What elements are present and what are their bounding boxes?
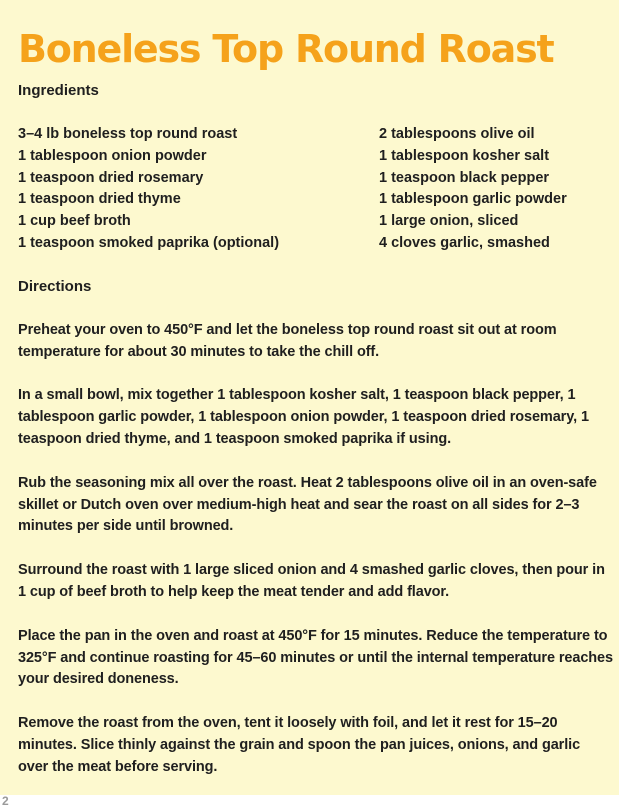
direction-step: Place the pan in the oven and roast at 450°F for 15 minutes. Reduce the temperature to 325°F and continue roasting for 45–60 minutes or until the internal temperature reaches your desired doneness. bbox=[18, 627, 613, 688]
recipe-title: Boneless Top Round Roast bbox=[18, 27, 554, 71]
direction-step: Surround the roast with 1 large sliced onion and 4 smashed garlic cloves, then pour in 1 cup of beef broth to help keep the meat tender and add flavor. bbox=[18, 562, 605, 600]
ingredient-item: 1 tablespoon onion powder bbox=[18, 147, 207, 164]
ingredient-item: 1 teaspoon dried thyme bbox=[18, 191, 181, 208]
direction-step: Remove the roast from the oven, tent it loosely with foil, and let it rest for 15–20 minutes. Slice thinly against the grain and spoon the pan juices, onions, and garlic over the meat before serving. bbox=[18, 715, 581, 775]
ingredient-item: 1 cup beef broth bbox=[18, 213, 131, 230]
ingredient-item: 4 cloves garlic, smashed bbox=[379, 234, 550, 251]
ingredients-column-right bbox=[379, 124, 567, 255]
ingredient-item: 1 teaspoon smoked paprika (optional) bbox=[18, 234, 280, 251]
directions-heading: Directions bbox=[18, 277, 92, 295]
ingredient-item: 3–4 lb boneless top round roast bbox=[18, 126, 238, 142]
ingredients-list bbox=[18, 124, 619, 255]
direction-step: Preheat your oven to 450°F and let the boneless top round roast sit out at room temperature for about 30 minutes to take the chill off. bbox=[18, 321, 557, 360]
ingredient-item: 1 teaspoon black pepper bbox=[379, 169, 550, 186]
ingredients-heading: Ingredients bbox=[18, 82, 99, 99]
ingredients-column-left bbox=[18, 124, 379, 255]
direction-step: Rub the seasoning mix all over the roast. Heat 2 tablespoons olive oil in an oven-safe skillet or Dutch oven over medium-high heat and sear the roast on all sides for 2–3 minutes per side until browned. bbox=[18, 474, 597, 535]
ingredient-item: 1 teaspoon dried rosemary bbox=[18, 169, 204, 186]
ingredient-item: 1 tablespoon kosher salt bbox=[379, 147, 550, 164]
directions-list bbox=[18, 320, 614, 779]
ingredient-item: 2 tablespoons olive oil bbox=[379, 126, 535, 142]
page-number: 2 bbox=[2, 794, 9, 808]
direction-step: In a small bowl, mix together 1 tablespoon kosher salt, 1 teaspoon black pepper, 1 tablespoon garlic powder, 1 tablespoon onion powder, 1 teaspoon dried rosemary, 1 teaspoon dried thyme, and 1 teaspoon smoked paprika if using. bbox=[18, 387, 589, 447]
ingredient-item: 1 large onion, sliced bbox=[379, 213, 519, 230]
ingredient-item: 1 tablespoon garlic powder bbox=[379, 191, 567, 208]
